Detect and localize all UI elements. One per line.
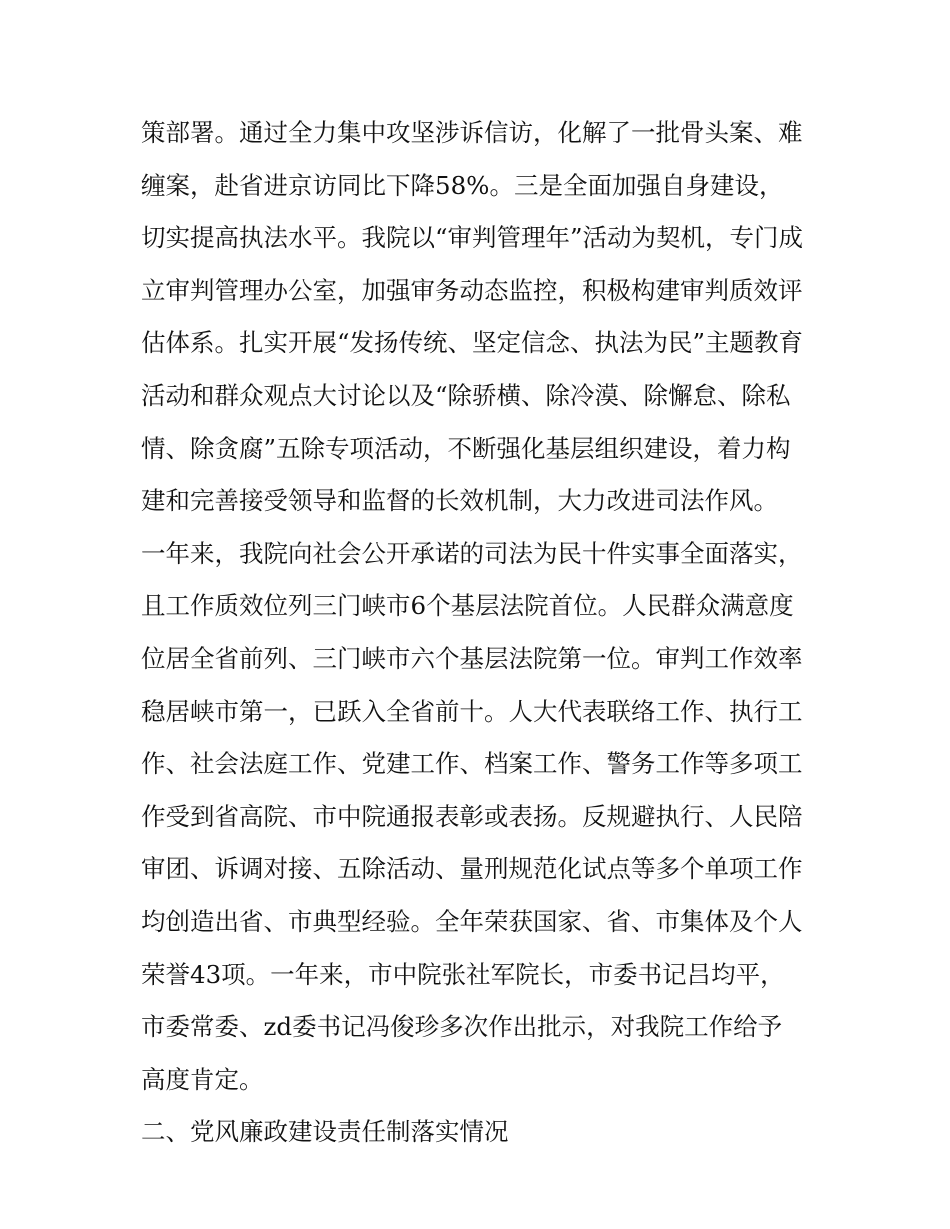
text-line: 情、除贪腐”五除专项活动，不断强化基层组织建设，着力构	[141, 433, 791, 463]
text-line: 切实提高执法水平。我院以“审判管理年”活动为契机，专门成	[141, 223, 804, 253]
text-line: 策部署。通过全力集中攻坚涉诉信访，化解了一批骨头案、难	[141, 118, 803, 147]
text-line: 一年来，我院向社会公开承诺的司法为民十件实事全面落实，	[141, 538, 803, 568]
text-line: 立审判管理办公室，加强审务动态监控，积极构建审判质效评	[141, 275, 803, 305]
section-heading: 二、党风廉政建设责任制落实情况	[141, 1117, 509, 1147]
body-text	[141, 107, 821, 1159]
text-line: 稳居峡市第一，已跃入全省前十。人大代表联络工作、执行工	[141, 696, 803, 726]
text-line: 活动和群众观点大讨论以及“除骄横、除冷漠、除懈怠、除私	[141, 380, 791, 410]
text-line: 市委常委、zd委书记冯俊珍多次作出批示，对我院工作给予	[141, 1012, 783, 1042]
text-line: 估体系。扎实开展“发扬传统、坚定信念、执法为民”主题教育	[141, 328, 804, 358]
text-line: 位居全省前列、三门峡市六个基层法院第一位。审判工作效率	[141, 643, 803, 673]
text-line: 作受到省高院、市中院通报表彰或表扬。反规避执行、人民陪	[141, 801, 803, 831]
text-line: 均创造出省、市典型经验。全年荣获国家、省、市集体及个人	[141, 906, 803, 936]
text-line: 荣誉43项。一年来，市中院张社军院长，市委书记吕均平，	[141, 959, 785, 989]
text-line: 建和完善接受领导和监督的长效机制，大力改进司法作风。	[141, 486, 778, 516]
text-line: 作、社会法庭工作、党建工作、档案工作、警务工作等多项工	[141, 749, 803, 779]
text-line: 缠案，赴省进京访同比下降58%。三是全面加强自身建设，	[141, 170, 784, 200]
text-line: 且工作质效位列三门峡市6个基层法院首位。人民群众满意度	[141, 591, 794, 621]
text-line: 高度肯定。	[141, 1064, 264, 1094]
text-line: 审团、诉调对接、五除活动、量刑规范化试点等多个单项工作	[141, 854, 803, 884]
